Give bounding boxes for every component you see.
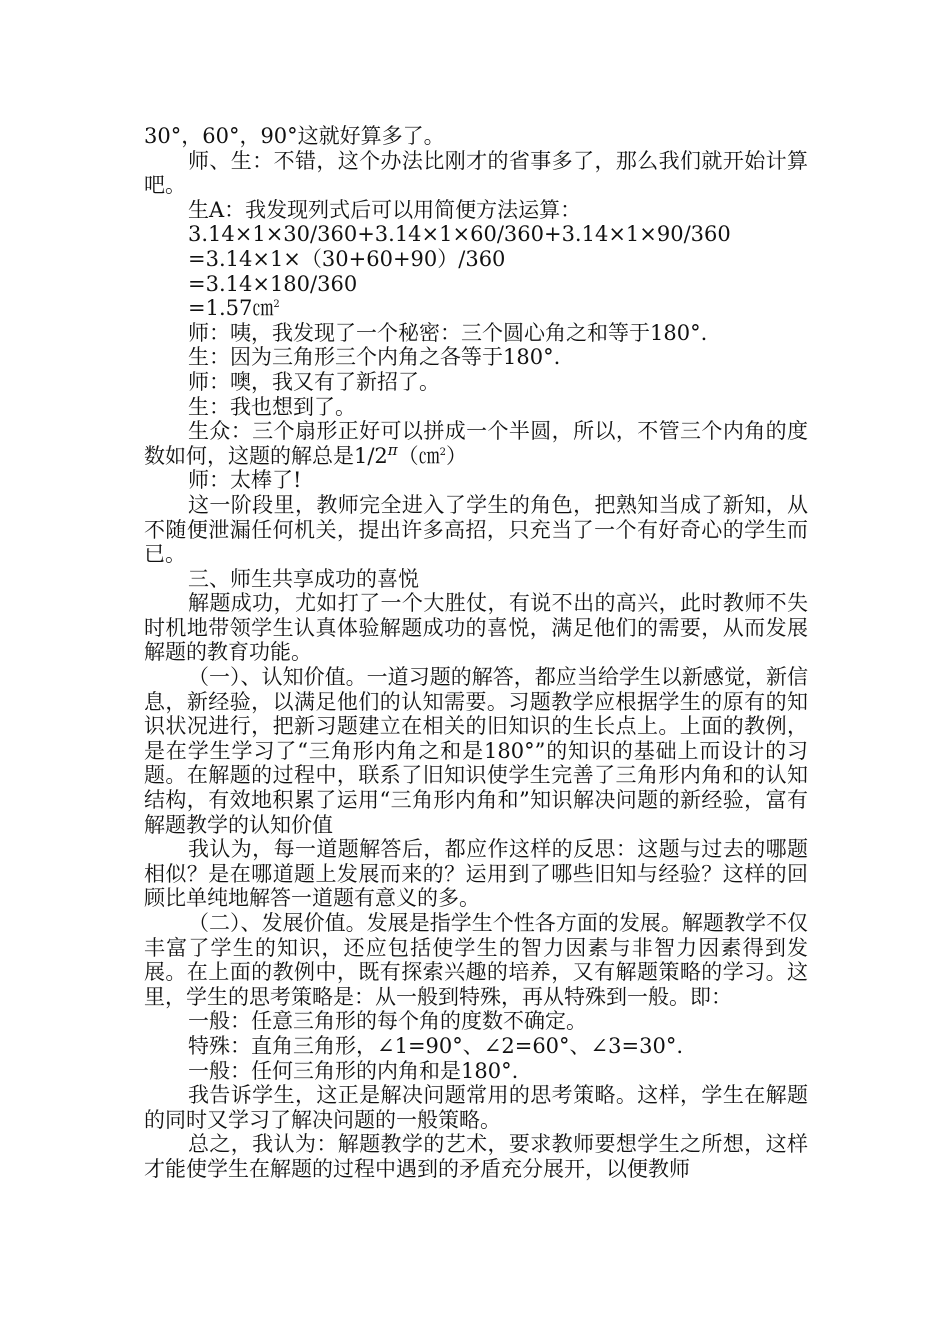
semicircle-unit-exponent: 2 xyxy=(439,446,447,458)
paragraph-cognitive-value: （一）、认知价值。一道习题的解答，都应当给学生以新感觉，新信息，新经验，以满足他们的认知需要。习题教学应根据学生的原有的知识状况进行，把新习题建立在相关的旧知识的生长点上。上面的教例，是在学生学习了“三角形内角之和是180°”的知识的基础上而设计的习题。在解题的过程中，联系了旧知识使学生完善了三角形内角和的认知结构，有效地积累了运用“三角形内角和”知识解决问题的新经验，富有解题教学的认知价值 xyxy=(144,665,808,837)
paragraph-success: 解题成功，尤如打了一个大胜仗，有说不出的高兴，此时教师不失时机地带领学生认真体验解题成功的喜悦，满足他们的需要，从而发展解题的教育功能。 xyxy=(144,591,808,665)
formula-result: =1.57㎝ xyxy=(188,296,274,321)
formula-line-2: =3.14×1×（30+60+90）/360 xyxy=(188,246,506,271)
paragraph-special: 特殊：直角三角形，∠1=90°、∠2=60°、∠3=30°. xyxy=(188,1033,683,1058)
paragraph-student-a: 生A：我发现列式后可以用简便方法运算： xyxy=(188,197,582,222)
semicircle-unit-close: ） xyxy=(446,443,468,468)
paragraph-teacher-student: 师、生：不错，这个办法比刚才的省事多了，那么我们就开始计算吧。 xyxy=(144,148,808,198)
semicircle-unit-open: （㎝ xyxy=(397,443,440,468)
paragraph-teacher-new-idea: 师：噢，我又有了新招了。 xyxy=(188,369,440,394)
semicircle-text: 生众：三个扇形正好可以拼成一个半圆，所以，不管三个内角的度数如何，这题的解总是1/2 xyxy=(144,419,808,468)
paragraph-students-semicircle xyxy=(144,419,808,468)
paragraph-conclusion: 总之，我认为：解题教学的艺术，要求教师要想学生之所想，这样才能使学生在解题的过程中遇到的矛盾充分展开，以便教师 xyxy=(144,1132,808,1181)
paragraph-reflection: 我认为，每一道题解答后，都应作这样的反思：这题与过去的哪题相似？是在哪道题上发展而来的？运用到了哪些旧知与经验？这样的回顾比单纯地解答一道题有意义的多。 xyxy=(144,837,808,911)
paragraph-teacher-great: 师：太棒了! xyxy=(188,468,302,493)
document-page xyxy=(144,124,808,1182)
paragraph-teacher-secret: 师：咦，我发现了一个秘密：三个圆心角之和等于180°. xyxy=(188,320,708,345)
paragraph-stage-summary: 这一阶段里，教师完全进入了学生的角色，把熟知当成了新知，从不随便泄漏任何机关，提出许多高招，只充当了一个有好奇心的学生而已。 xyxy=(144,492,808,567)
paragraph-general-2: 一般：任何三角形的内角和是180°. xyxy=(188,1058,519,1083)
paragraph-strategy: 我告诉学生，这正是解决问题常用的思考策略。这样，学生在解题的同时又学习了解决问题的一般策略。 xyxy=(144,1083,808,1132)
section-heading-3: 三、师生共享成功的喜悦 xyxy=(188,566,419,591)
pi-symbol: π xyxy=(387,440,398,459)
formula-line-1: 3.14×1×30/360+3.14×1×60/360+3.14×1×90/360 xyxy=(188,222,731,247)
formula-line-4 xyxy=(144,296,808,321)
paragraph-general-1: 一般：任意三角形的每个角的度数不确定。 xyxy=(188,1009,587,1034)
paragraph-student-reason: 生：因为三角形三个内角之各等于180°. xyxy=(188,345,561,370)
paragraph-angles: 30°，60°，90°这就好算多了。 xyxy=(144,124,445,148)
formula-result-exponent: 2 xyxy=(273,299,280,311)
paragraph-development-value: （二）、发展价值。发展是指学生个性各方面的发展。解题教学不仅丰富了学生的知识，还应包括使学生的智力因素与非智力因素得到发展。在上面的教例中，既有探索兴趣的培养，又有解题策略的学习。这里，学生的思考策略是：从一般到特殊，再从特殊到一般。即： xyxy=(144,911,808,1009)
formula-line-3: =3.14×180/360 xyxy=(188,271,358,296)
paragraph-student-also: 生：我也想到了。 xyxy=(188,394,356,419)
